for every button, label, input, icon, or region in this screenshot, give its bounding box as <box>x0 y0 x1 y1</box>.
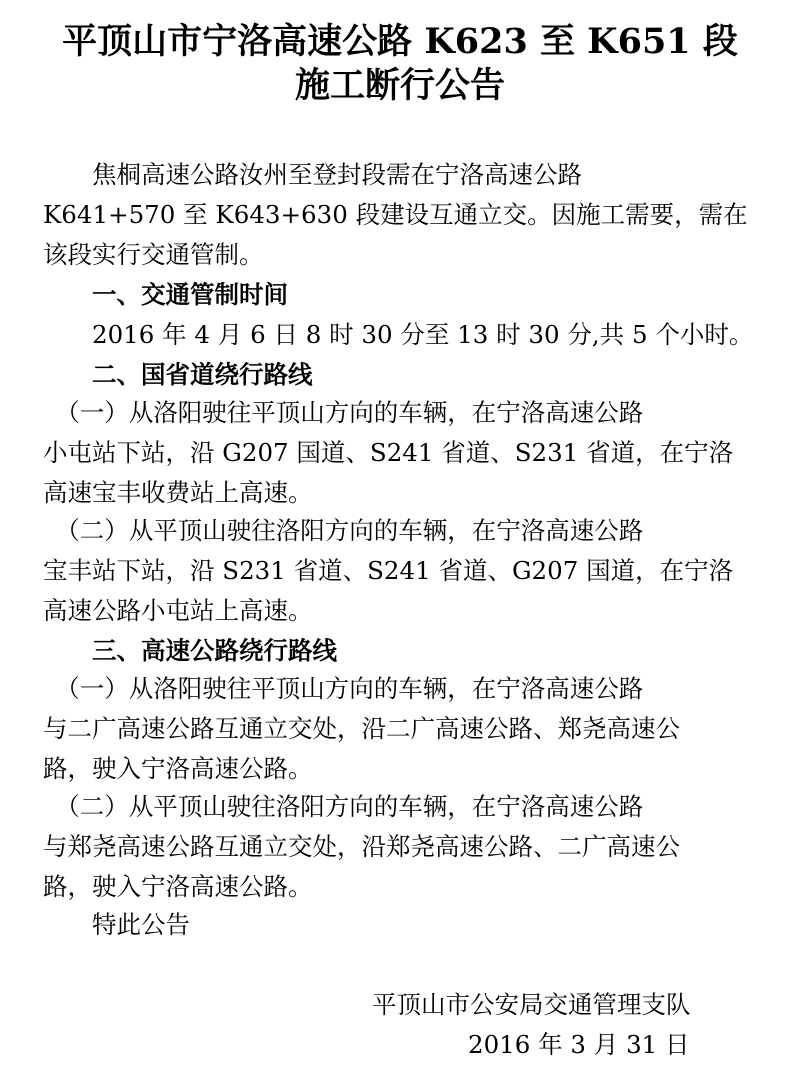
section-2-route-1-line-1: （一）从洛阳驶往平顶山方向的车辆，在宁洛高速公路 <box>43 398 644 427</box>
intro-line-1: 焦桐高速公路汝州至登封段需在宁洛高速公路 <box>43 160 582 189</box>
section-3-heading: 三、高速公路绕行路线 <box>43 636 337 665</box>
section-3-route-2-line-1: （二）从平顶山驶往洛阳方向的车辆，在宁洛高速公路 <box>43 792 644 821</box>
section-2-route-2-line-3: 高速公路小屯站上高速。 <box>43 596 313 625</box>
signature-organization: 平顶山市公安局交通管理支队 <box>372 990 691 1019</box>
section-2-route-2-line-1: （二）从平顶山驶往洛阳方向的车辆，在宁洛高速公路 <box>43 516 644 545</box>
closing-text: 特此公告 <box>43 910 190 939</box>
notice-title-line-2: 施工断行公告 <box>294 65 505 106</box>
section-2-heading: 二、国省道绕行路线 <box>43 360 313 389</box>
section-2-route-1-line-2: 小屯站下站，沿 G207 国道、S241 省道、S231 省道，在宁洛 <box>43 438 734 467</box>
section-3-route-2-line-2: 与郑尧高速公路互通立交处，沿郑尧高速公路、二广高速公 <box>43 832 680 861</box>
section-1-text: 2016 年 4 月 6 日 8 时 30 分至 13 时 30 分,共 5 个小时。 <box>43 320 754 349</box>
intro-line-2: K641+570 至 K643+630 段建设互通立交。因施工需要，需在 <box>43 200 748 229</box>
signature-date: 2016 年 3 月 31 日 <box>468 1030 690 1059</box>
section-2-route-2-line-2: 宝丰站下站，沿 S231 省道、S241 省道、G207 国道，在宁洛 <box>43 556 734 585</box>
notice-title-line-1: 平顶山市宁洛高速公路 K623 至 K651 段 <box>62 21 738 62</box>
section-3-route-1-line-1: （一）从洛阳驶往平顶山方向的车辆，在宁洛高速公路 <box>43 674 644 703</box>
section-3-route-2-line-3: 路，驶入宁洛高速公路。 <box>43 872 313 901</box>
intro-line-3: 该段实行交通管制。 <box>43 240 264 269</box>
section-3-route-1-line-2: 与二广高速公路互通立交处，沿二广高速公路、郑尧高速公 <box>43 714 680 743</box>
section-1-heading: 一、交通管制时间 <box>43 280 288 309</box>
section-2-route-1-line-3: 高速宝丰收费站上高速。 <box>43 478 313 507</box>
section-3-route-1-line-3: 路，驶入宁洛高速公路。 <box>43 754 313 783</box>
